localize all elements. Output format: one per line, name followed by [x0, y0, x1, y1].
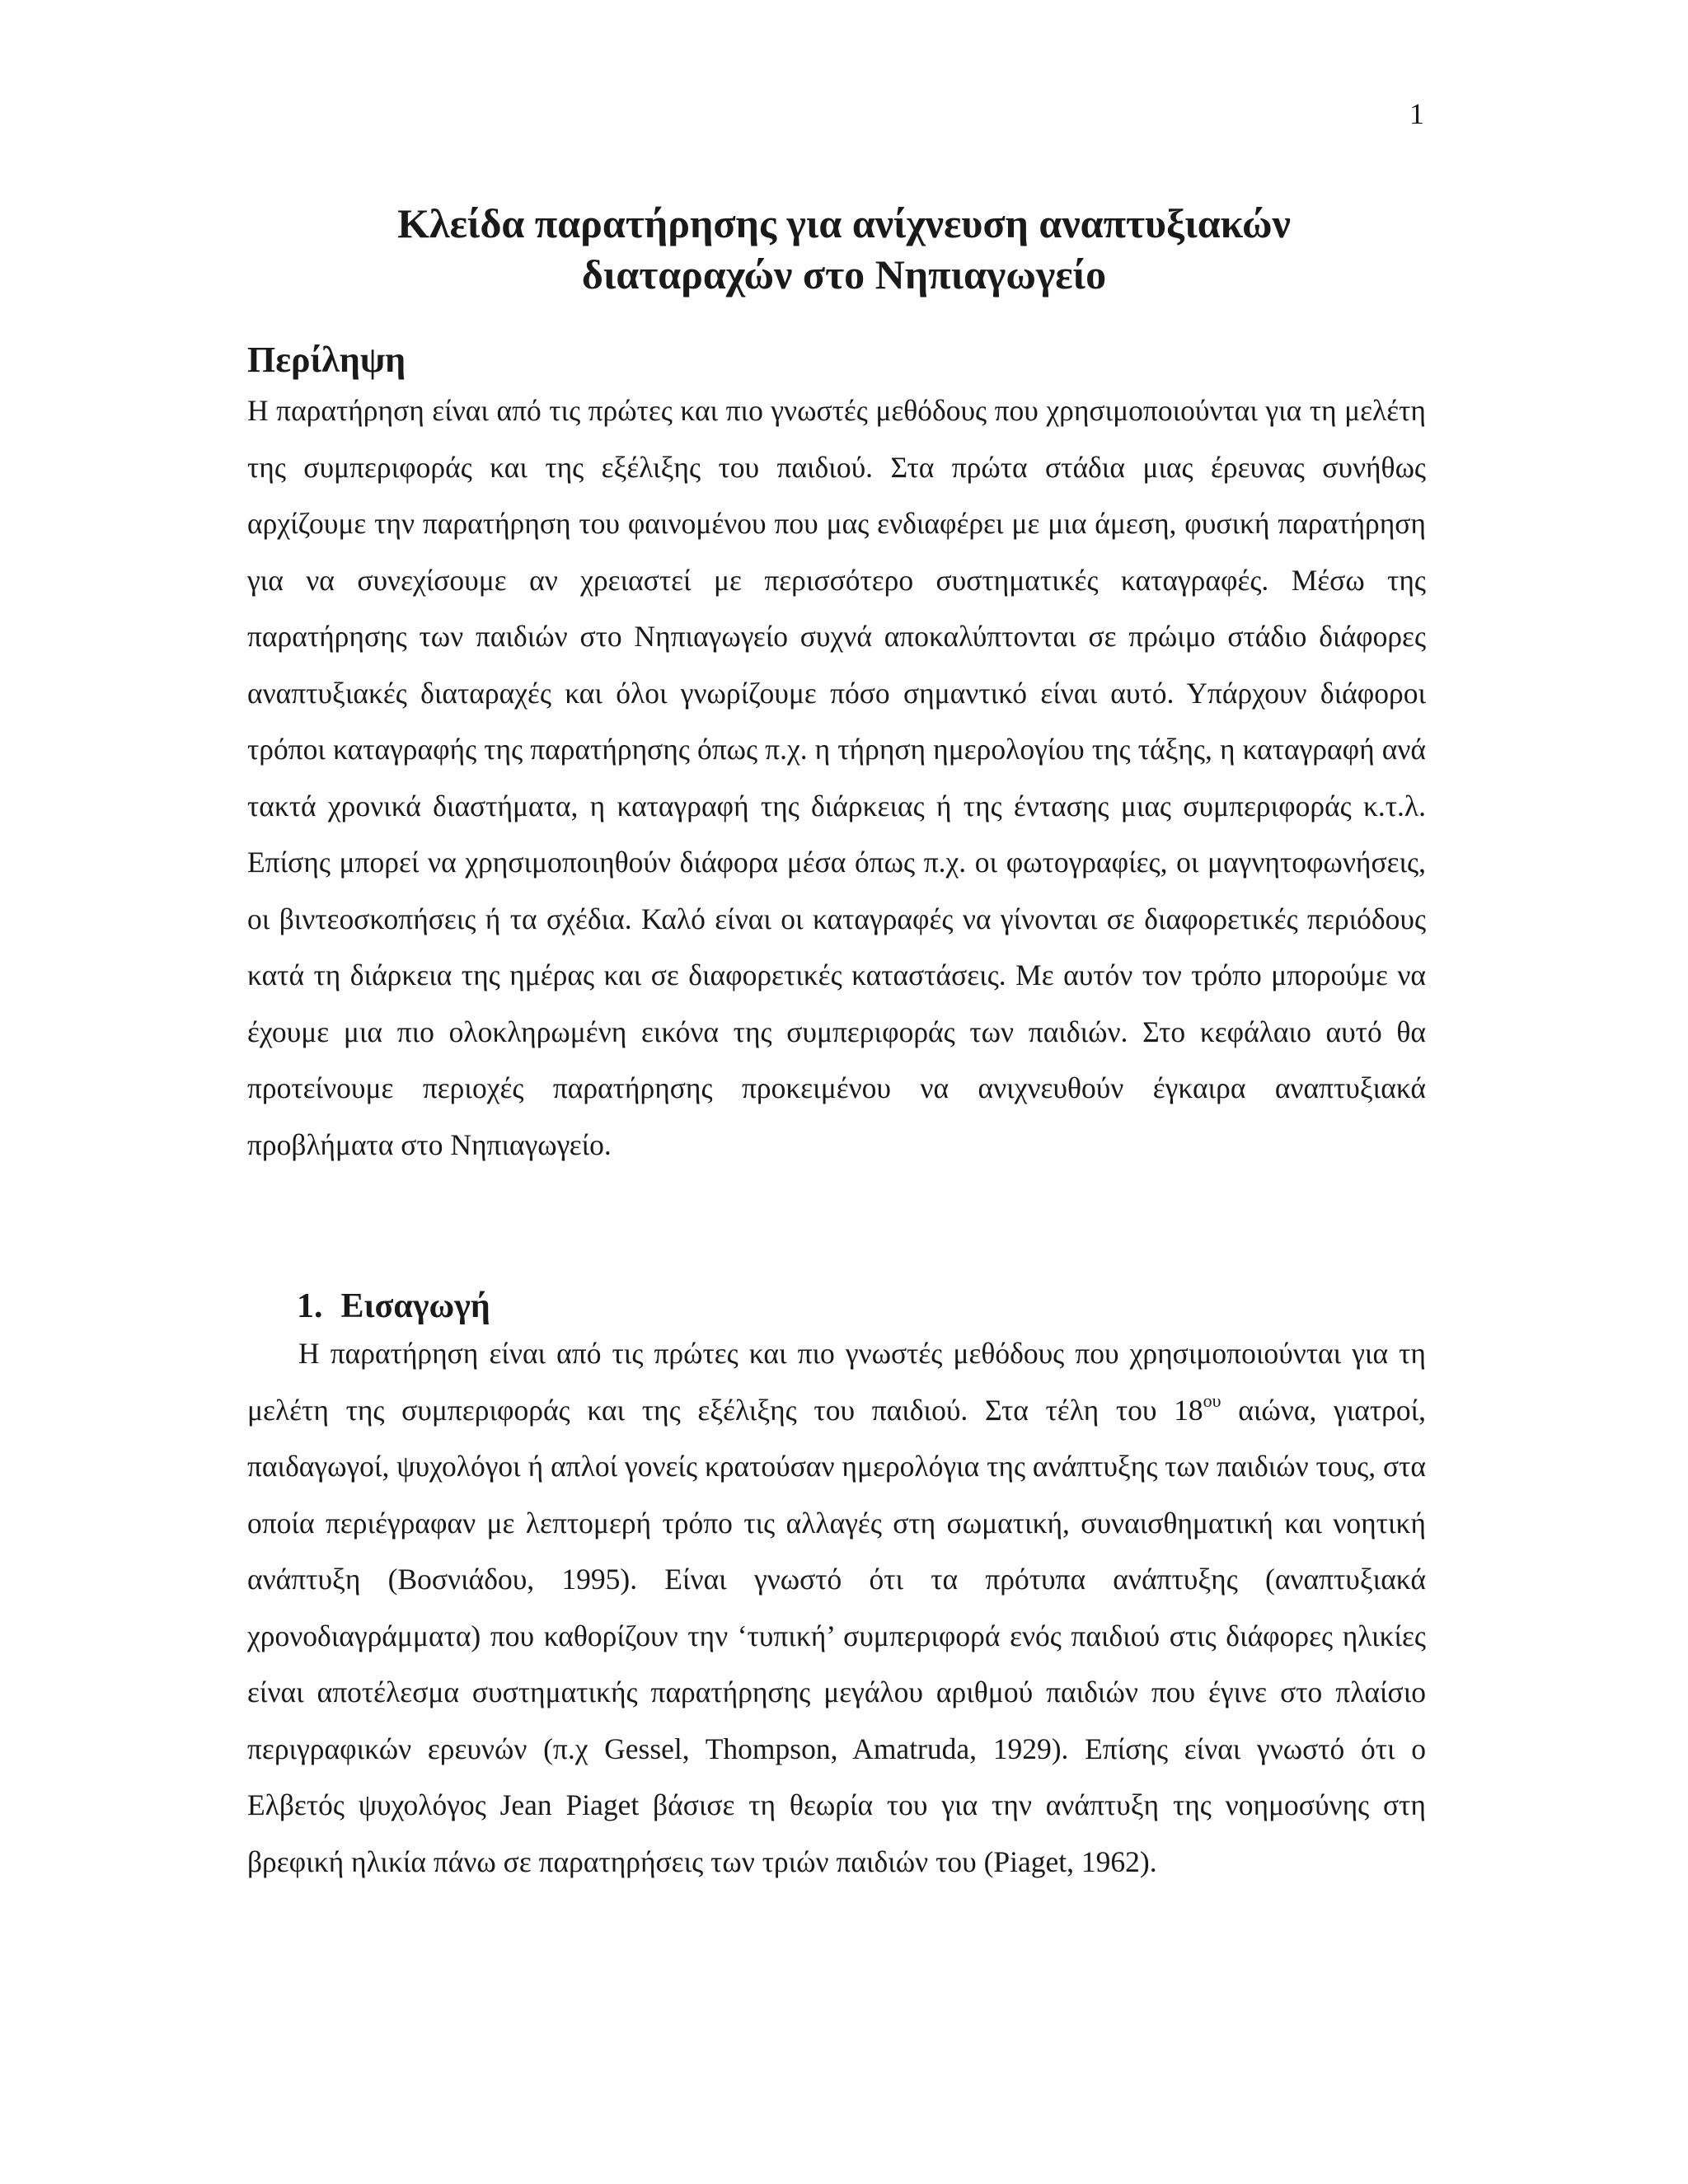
introduction-text-part-2: αιώνα, γιατροί, παιδαγωγοί, ψυχολόγοι ή απλοί γονείς κρατούσαν ημερολόγια της ανάπτυξης των παιδιών τους, στα οποία περιέγραφαν με λεπτομερή τρόπο τις αλλαγές στη σωματική, συναισθηματική και νοητική ανάπτυξη (Βοσνιάδου, 1995). Είναι γνωστό ότι τα πρότυπα ανάπτυξης (αναπτυξιακά χρονοδιαγράμματα) που καθορίζουν την ‘τυπική’ συμπεριφορά ενός παιδιού στις διάφορες ηλικίες είναι αποτέλεσμα συστηματικής παρατήρησης μεγάλου αριθμού παιδιών που έγινε στο πλαίσιο περιγραφικών ερευνών (π.χ Gessel, Thompson, Amatruda, 1929). Επίσης είναι γνωστό ότι ο Ελβετός ψυχολόγος Jean Piaget βάσισε τη θεωρία του για την ανάπτυξη της νοημοσύνης στη βρεφική ηλικία πάνω σε παρατηρήσεις των τριών παιδιών του (Piaget, 1962). [247, 1393, 1427, 1878]
ordinal-superscript: ου [1203, 1390, 1221, 1411]
document-title-line-1: Κλείδα παρατήρησης για ανίχνευση αναπτυξιακών [397, 200, 1291, 246]
section-number: 1. [297, 1287, 323, 1325]
introduction-paragraph [247, 1325, 1426, 1890]
page-number: 1 [1409, 97, 1424, 130]
document-title [247, 198, 1441, 300]
section-heading-introduction [297, 1286, 490, 1327]
abstract-paragraph: Η παρατήρηση είναι από τις πρώτες και πιο γνωστές μεθόδους που χρησιμοποιούνται για τη μελέτη της συμπεριφοράς και της εξέλιξης του παιδιού. Στα πρώτα στάδια μιας έρευνας συνήθως αρχίζουμε την παρατήρηση του φαινομένου που μας ενδιαφέρει με μια άμεση, φυσική παρατήρηση για να συνεχίσουμε αν χρειαστεί με περισσότερο συστηματικές καταγραφές. Μέσω της παρατήρησης των παιδιών στο Νηπιαγωγείο συχνά αποκαλύπτονται σε πρώιμο στάδιο διάφορες αναπτυξιακές διαταραχές και όλοι γνωρίζουμε πόσο σημαντικό είναι αυτό. Υπάρχουν διάφοροι τρόποι καταγραφής της παρατήρησης όπως π.χ. η τήρηση ημερολογίου της τάξης, η καταγραφή ανά τακτά χρονικά διαστήματα, η καταγραφή της διάρκειας ή της έντασης μιας συμπεριφοράς κ.τ.λ. Επίσης μπορεί να χρησιμοποιηθούν διάφορα μέσα όπως π.χ. οι φωτογραφίες, οι μαγνητοφωνήσεις, οι βιντεοσκοπήσεις ή τα σχέδια. Καλό είναι οι καταγραφές να γίνονται σε διαφορετικές περιόδους κατά τη διάρκεια της ημέρας και σε διαφορετικές καταστάσεις. Με αυτόν τον τρόπο μπορούμε να έχουμε μια πιο ολοκληρωμένη εικόνα της συμπεριφοράς των παιδιών. Στο κεφάλαιο αυτό θα προτείνουμε περιοχές παρατήρησης προκειμένου να ανιχνευθούν έγκαιρα αναπτυξιακά προβλήματα στο Νηπιαγωγείο. [247, 394, 1426, 1161]
section-title: Εισαγωγή [340, 1287, 490, 1325]
document-title-line-2: διαταραχών στο Νηπιαγωγείο [581, 251, 1107, 298]
abstract-heading: Περίληψη [247, 340, 406, 380]
introduction-text-part-1: Η παρατήρηση είναι από τις πρώτες και πιο γνωστές μεθόδους που χρησιμοποιούνται για τη μελέτη της συμπεριφοράς και της εξέλιξης του παιδιού. Στα τέλη του 18 [247, 1337, 1426, 1427]
